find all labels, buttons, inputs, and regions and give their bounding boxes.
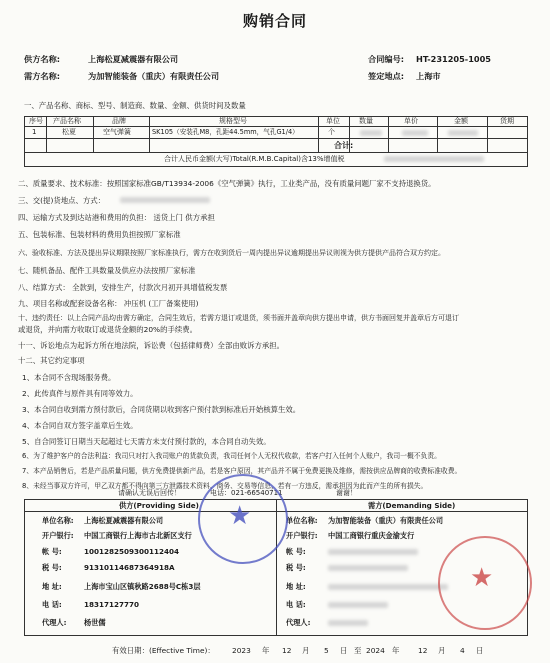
header-no: 序号: [29, 117, 43, 125]
clause-acceptance: 六、验收标准、方法及提出异议期限按照厂家标准执行，需方在收到货后一周内提出异议逾期提出异议则视为供方提供产品符合双方约定。: [18, 249, 445, 257]
total-rmb-label: 合计人民币金额(大写)Total(R.M.B.Capital)含13%增值税: [164, 155, 345, 163]
buyer-name-label: 需方名称:: [24, 71, 61, 81]
total-label: 合计:: [334, 141, 354, 150]
header-amount: 金额: [454, 117, 468, 125]
confirm-phone: 电话：021-66540711: [210, 489, 283, 497]
buyer-name-value: 为加智能装备（重庆）有限责任公司: [88, 71, 220, 81]
redacted-amount: [448, 130, 478, 136]
redacted-buyer-phone: [328, 602, 388, 608]
clause-other-title: 十二、其它约定事项: [18, 356, 85, 365]
effective-end-day: 4: [460, 646, 465, 655]
supplier-taxno-label: 税 号:: [42, 563, 62, 572]
redacted-buyer-agent: [328, 620, 368, 626]
effective-end-year: 2024: [366, 646, 385, 655]
supplier-address-value: 上海市宝山区镇秋路2688号C栋3层: [84, 582, 201, 591]
other-item: 5、自合同签订日期当天起超过七天需方未支付预付款的，本合同自动失效。: [22, 437, 271, 446]
supplier-bank-label: 开户银行:: [42, 531, 74, 540]
clause-litigation: 十一、诉讼地点为起诉方所在地法院，诉讼费（包括律师费）全部由败诉方承担。: [18, 341, 285, 350]
supplier-taxno-value: 91310114687364918A: [84, 563, 175, 572]
effective-to: 至: [354, 646, 362, 655]
clause-quality: 二、质量要求、技术标准：按照国家标准GB/T13934-2006《空气弹簧》执行，工业类产品，没有质量问题厂家不支持退换货。: [18, 179, 436, 188]
redacted-delivery-place: [120, 197, 210, 203]
row-unit: 个: [328, 128, 335, 136]
confirm-text: 请确认无误后回传！: [118, 489, 181, 497]
buyer-agent-label: 代理人:: [286, 618, 311, 627]
redacted-buyer-account: [328, 549, 418, 555]
other-item: 1、本合同不含现场服务费。: [22, 373, 116, 382]
clause-liability-2: 或退货，并向需方收取订或退货金额的20%的手续费。: [18, 325, 198, 334]
supplier-name-value: 上海松夏减震器有限公司: [88, 54, 179, 64]
redacted-buyer-taxno: [328, 565, 408, 571]
clause-settlement: 八、结算方式： 全款到，安排生产，付款次月初开具增值税发票: [18, 283, 228, 292]
effective-year-char: 年: [262, 646, 270, 655]
header-unit: 单位: [326, 117, 340, 125]
effective-start-month: 12: [282, 646, 292, 655]
items-table: [24, 116, 528, 166]
sign-place-label: 签定地点:: [368, 71, 405, 81]
buyer-address-label: 地 址:: [286, 582, 306, 591]
effective-start-year: 2023: [232, 646, 251, 655]
effective-month-char: 月: [438, 646, 446, 655]
buyer-unit-label: 单位名称:: [286, 516, 318, 525]
effective-day-char: 日: [476, 646, 484, 655]
buyer-taxno-label: 税 号:: [286, 563, 306, 572]
other-item: 6、为了维护客户的合法利益：我司只对打入我司账户的货款负责，我司任何个人无权代收款，若客户打入任何个人账户，我司一概不负责。: [22, 452, 441, 460]
supplier-agent-value: 杨世儒: [84, 618, 106, 627]
redacted-total: [384, 156, 484, 162]
seal-star-icon: ★: [470, 563, 494, 593]
header-qty: 数量: [359, 117, 373, 125]
supplier-side-title: 供方(Providing Side): [119, 501, 199, 510]
clause-delivery-place: 三、交(提)货地点、方式：: [18, 196, 106, 205]
supplier-bank-value: 中国工商银行上海市古北新区支行: [84, 531, 192, 540]
effective-end-month: 12: [418, 646, 428, 655]
other-item: 3、本合同自收到需方预付款后，合同货期以收到客户预付款到标准后开始核算生效。: [22, 405, 301, 414]
clause-transport: 四、运输方式及到达站港和费用的负担： 送货上门 供方承担: [18, 213, 215, 222]
supplier-agent-label: 代理人:: [42, 618, 67, 627]
other-item: 4、本合同自双方签字盖章后生效。: [22, 421, 138, 430]
clause-project-name: 九、项目名称或配套设备名称： 冲压机 (工厂备案使用): [18, 299, 199, 308]
section1-title: 一、产品名称、商标、型号、制造商、数量、金额、供货时间及数量: [24, 101, 246, 110]
contract-no-label: 合同编号:: [368, 54, 405, 64]
effective-start-day: 5: [324, 646, 329, 655]
supplier-unit-label: 单位名称:: [42, 516, 74, 525]
other-item: 8、未经当事双方许可，甲乙双方都不得向第三方泄露技术资料、商务、交易等信息，若有一方违反，需承担因为此而产生的所有损失。: [22, 482, 428, 490]
supplier-account-value: 1001282509300112404: [84, 547, 180, 556]
clause-packaging: 五、包装标准、包装材料的费用负担按照厂家标准: [18, 230, 181, 239]
buyer-bank-label: 开户银行:: [286, 531, 318, 540]
supplier-phone-value: 18317127770: [84, 600, 140, 609]
effective-month-char: 月: [302, 646, 310, 655]
confirm-thanks: 谢谢！: [336, 489, 357, 497]
effective-day-char: 日: [340, 646, 348, 655]
redacted-price: [402, 130, 428, 136]
row-brand: 空气弹簧: [103, 128, 131, 136]
supplier-unit-value: 上海松夏减震器有限公司: [84, 516, 164, 525]
header-unit-price: 单价: [404, 117, 418, 125]
header-brand: 品牌: [112, 117, 126, 125]
redacted-qty: [360, 130, 382, 136]
contract-no-value: HT-231205-1005: [416, 54, 491, 64]
effective-year-char: 年: [392, 646, 400, 655]
clause-liability-1: 十、违约责任：以上合同产品均由需方确定，合同生效后，若需方退订或退货，须书面并盖章向供方提出申请，供方书面回复并盖章后方可退订: [18, 314, 459, 322]
supplier-address-label: 地 址:: [42, 582, 62, 591]
effective-label: 有效日期：(Effective Time)：: [112, 646, 215, 655]
header-spec: 规格型号: [219, 117, 247, 125]
buyer-phone-label: 电 话:: [286, 600, 306, 609]
buyer-unit-value: 为加智能装备（重庆）有限责任公司: [328, 516, 444, 525]
sign-place-value: 上海市: [416, 71, 441, 81]
other-item: 7、本产品销售后，若是产品质量问题，供方免费提供新产品，若是客户原因，其产品并不属于免费更换及维修，需按供应品牌商的收费标准收费。: [22, 467, 462, 475]
document-title: 购销合同: [242, 12, 307, 30]
redacted-buyer-address: [328, 584, 448, 590]
supplier-phone-label: 电 话:: [42, 600, 62, 609]
buyer-account-label: 帐 号:: [286, 547, 306, 556]
supplier-name-label: 供方名称:: [24, 54, 61, 64]
buyer-bank-value: 中国工商银行重庆金渝支行: [328, 531, 415, 540]
row-spec: SK105（安装孔M8，孔距44.5mm，气孔G1/4）: [152, 128, 299, 136]
clause-spare-parts: 七、随机备品、配件工具数量及供应办法按照厂家标准: [18, 266, 196, 275]
other-item: 2、此传真件与原件具有同等效力。: [22, 389, 138, 398]
header-delivery: 货期: [500, 117, 514, 125]
row-name: 松夏: [62, 128, 76, 136]
header-product-name: 产品名称: [53, 117, 81, 125]
seal-star-icon: ★: [228, 501, 252, 531]
buyer-side-title: 需方(Demanding Side): [368, 501, 456, 510]
row-no: 1: [32, 128, 37, 136]
supplier-account-label: 帐 号:: [42, 547, 62, 556]
